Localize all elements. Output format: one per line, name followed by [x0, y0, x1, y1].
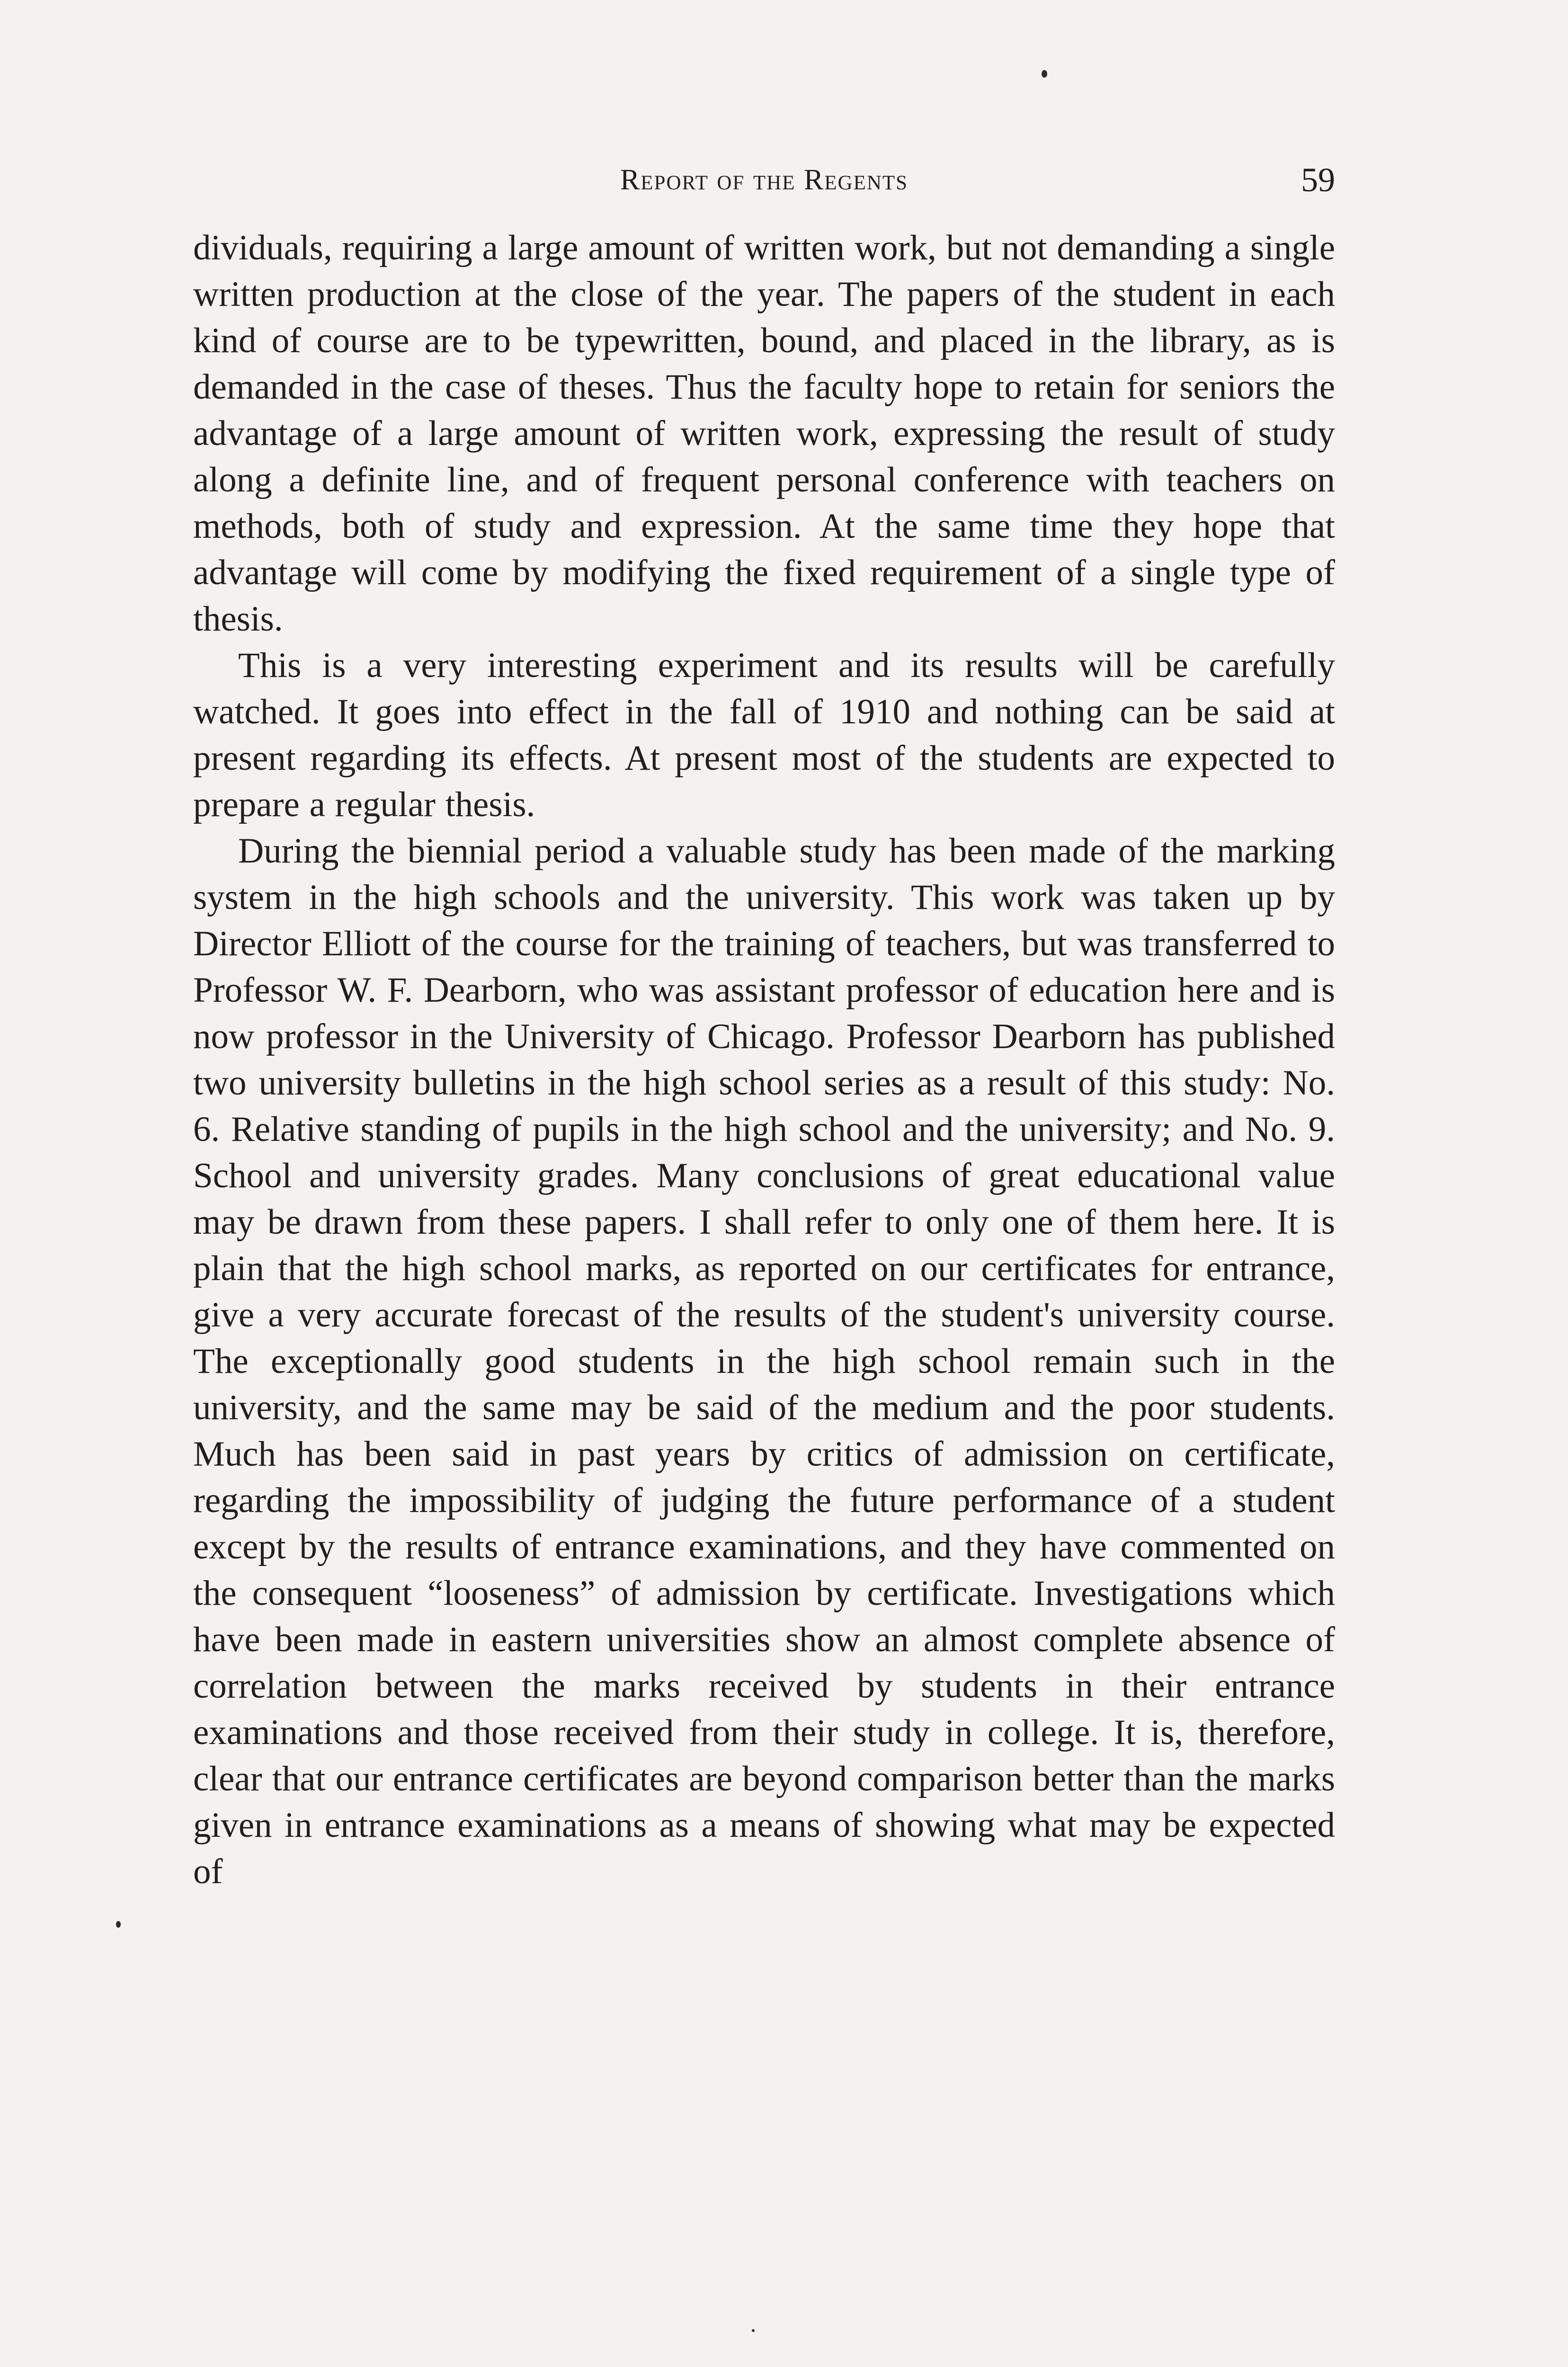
paragraph-experiment: This is a very interesting experiment and its results will be carefully watched. It goes into effect in the fall of 1910 and nothing can be said at present regarding its effects. At present most of the students are expected to prepare a regular thesis. [193, 646, 1335, 824]
running-header [193, 159, 1335, 201]
scan-speck [116, 1921, 121, 1928]
running-title: Report of the Regents [620, 164, 909, 196]
page-number: 59 [1301, 161, 1335, 199]
paragraph-marking-study: During the biennial period a valuable study has been made of the marking system in the high schools and the university. This work was taken up by Director Elliott of the course for the training of teachers, but was transferred to Professor W. F. Dearborn, who was assistant professor of education here and is now professor in the University of Chicago. Professor Dearborn has published two university bulletins in the high school series as a result of this study: No. 6. Relative standing of pupils in the high school and the university; and No. 9. School and university grades. Many conclusions of great educational value may be drawn from these papers. I shall refer to only one of them here. It is plain that the high school marks, as reported on our certificates for entrance, give a very accurate forecast of the results of the student's university course. The exceptionally good students in the high school remain such in the university, and the same may be said of the medium and the poor students. Much has been said in past years by critics of admission on certificate, regarding the impossibility of judging the future performance of a student except by the results of entrance examinations, and they have commented on the consequent “looseness” of admission by certificate. Investigations which have been made in eastern universities show an almost complete absence of correlation between the marks received by students in their entrance examinations and those received from their study in college. It is, therefore, clear that our entrance certificates are beyond comparison better than the marks given in entrance examinations as a means of showing what may be expected of [193, 831, 1335, 1891]
scan-speck [1042, 70, 1047, 78]
scan-speck [752, 2329, 755, 2332]
body-text [193, 225, 1335, 1895]
paragraph-continuation: dividuals, requiring a large amount of written work, but not demanding a single written production at the close of the year. The papers of the student in each kind of course are to be typewritten, bound, and placed in the library, as is demanded in the case of theses. Thus the faculty hope to retain for seniors the advantage of a large amount of written work, expressing the result of study along a definite line, and of frequent personal conference with teachers on methods, both of study and expression. At the same time they hope that advantage will come by modifying the fixed requirement of a single type of thesis. [193, 228, 1335, 639]
